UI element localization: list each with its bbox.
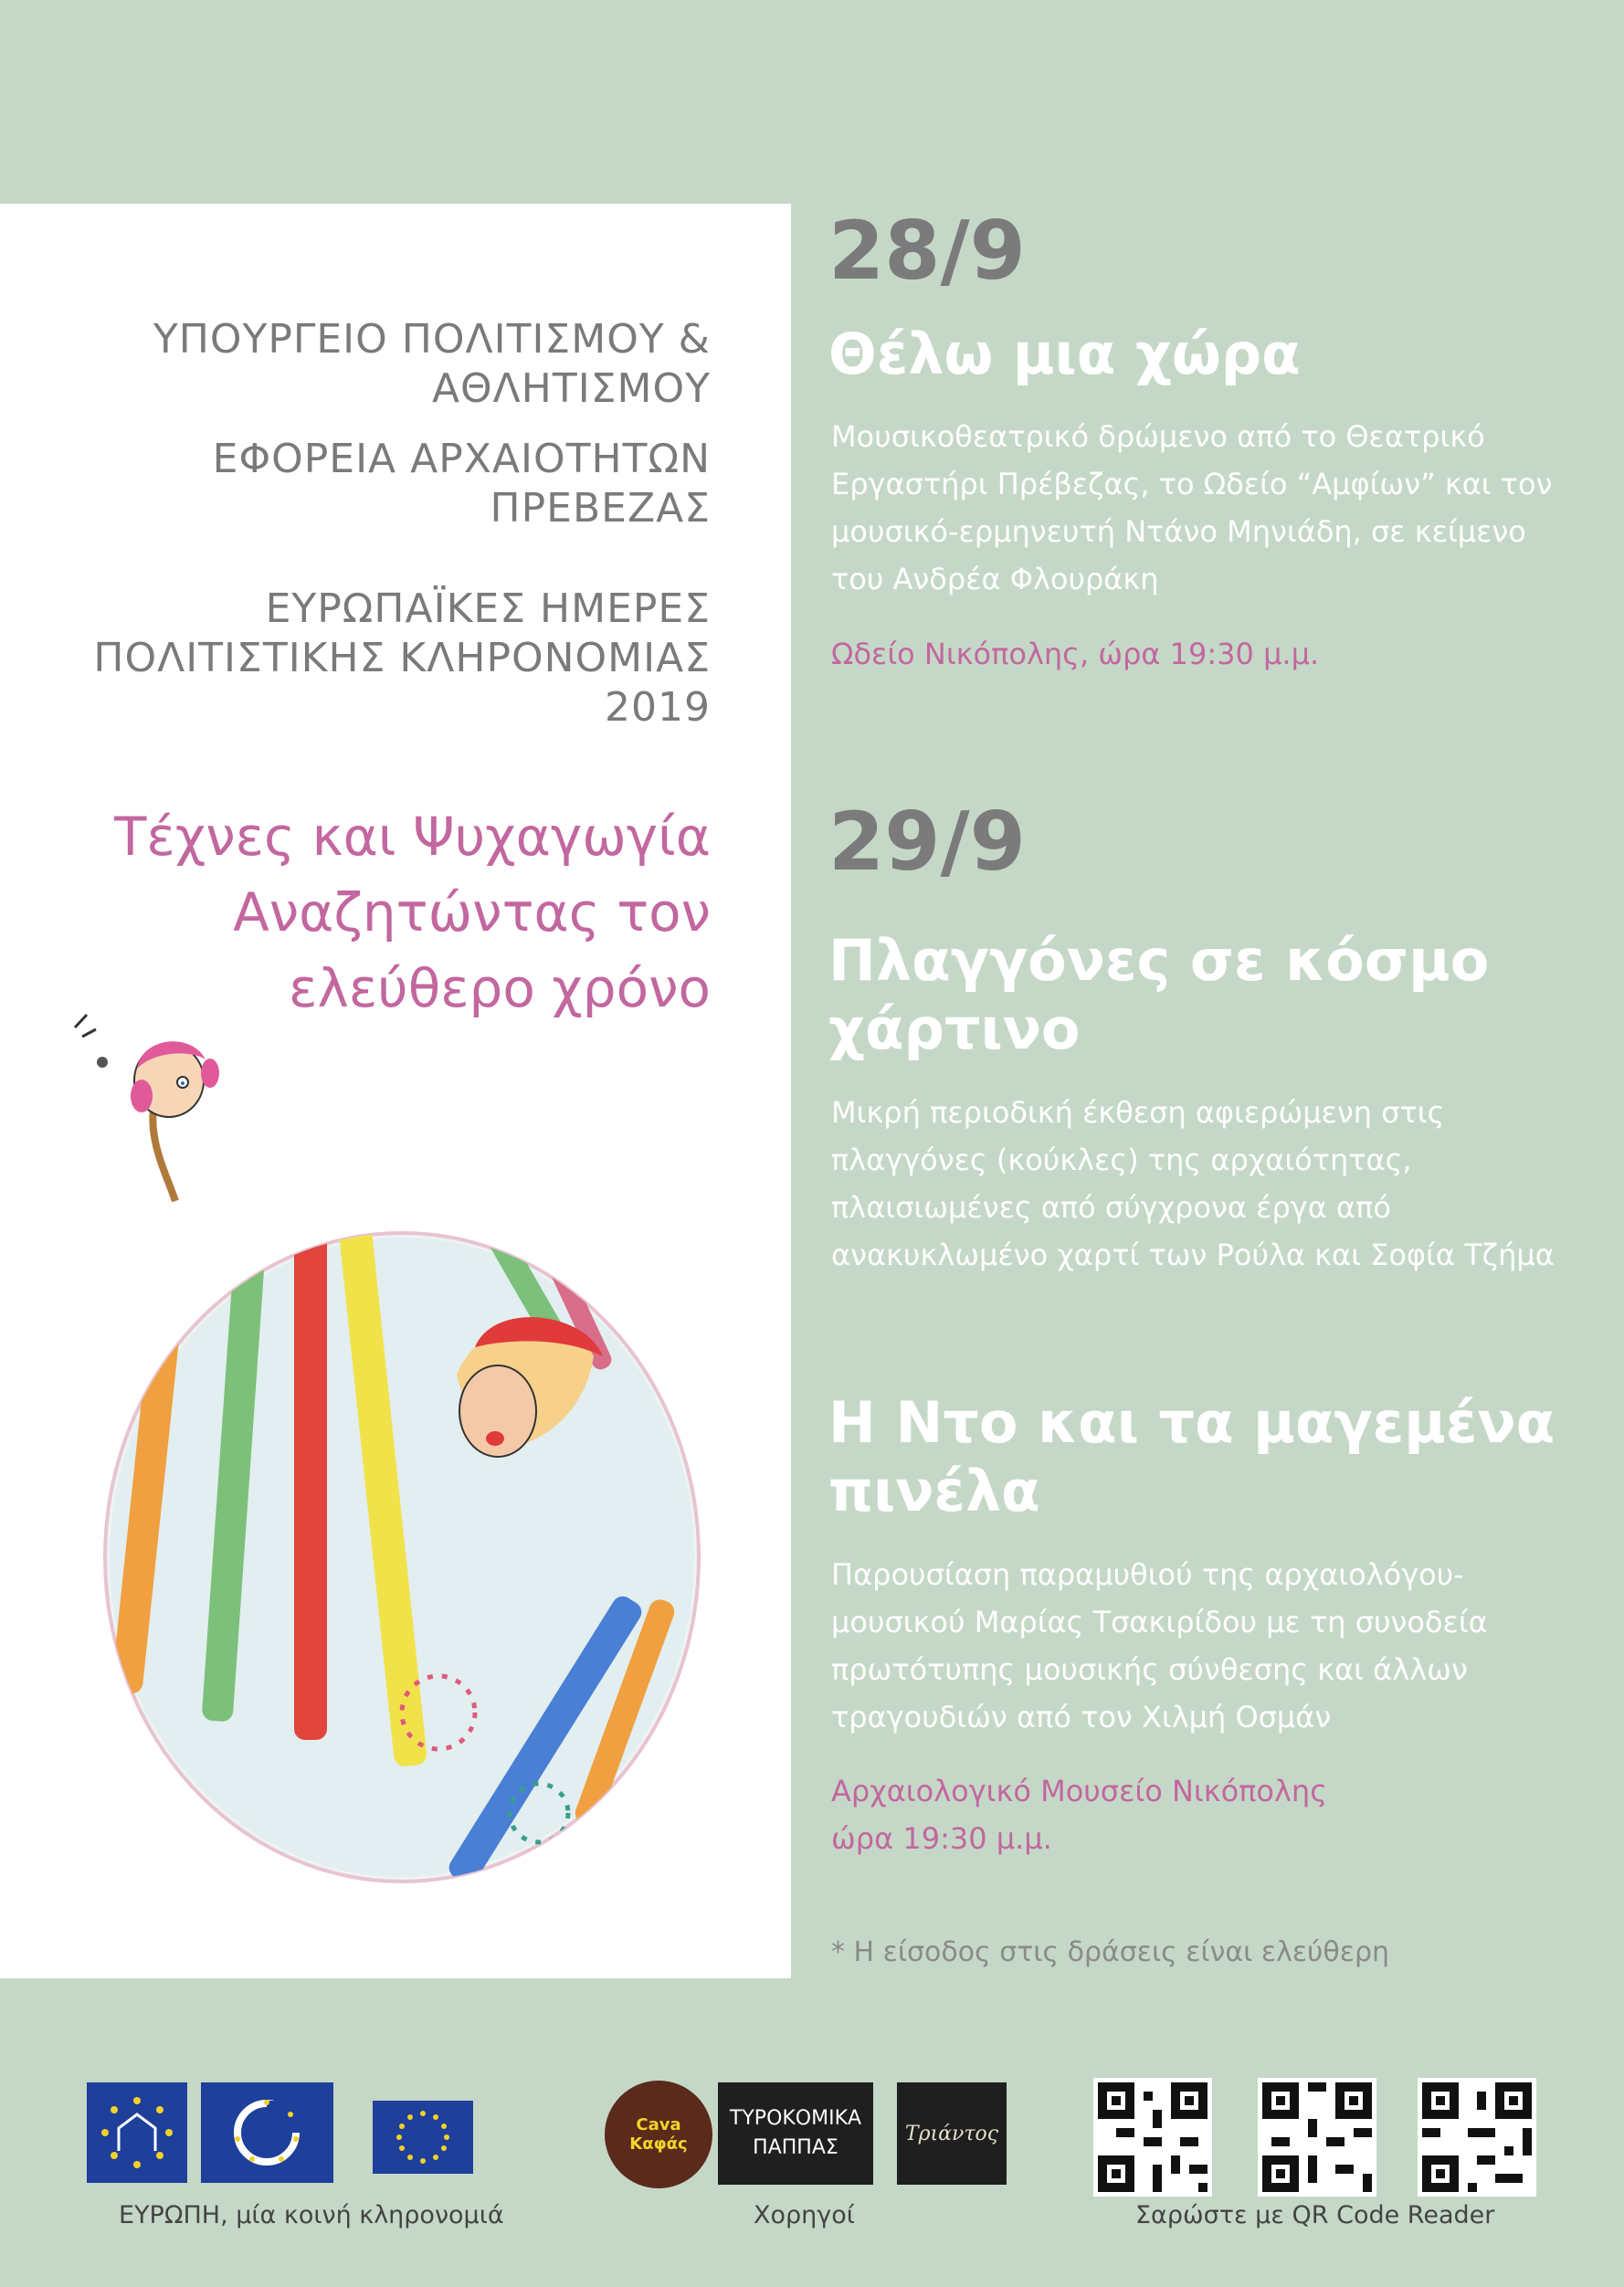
theme-title: Τέχνες και Ψυχαγωγία Αναζητώντας τον ελεύθερο χρόνο [113,806,711,1019]
qr-code[interactable] [1093,2078,1212,2197]
sponsor-triantos-logo: Τριάντος [897,2082,1007,2185]
sponsor-tyrokomika-logo: ΤΥΡΟΚΟΜΙΚΑ ΠΑΠΠΑΣ [718,2082,873,2185]
event-place-day1: Ωδείο Νικόπολης, ώρα 19:30 μ.μ. [831,637,1320,671]
date-day2: 29/9 [828,795,1026,889]
qr-code[interactable] [1418,2078,1536,2197]
ministry-name: ΥΠΟΥΡΓΕΙΟ ΠΟΛΙΤΙΣΜΟΥ & ΑΘΛΗΤΙΣΜΟΥ [153,316,711,412]
event-description-day2-2: Παρουσίαση παραμυθιού της αρχαιολόγου-μουσικού Μαρίας Τσακιρίδου με τη συνοδεία πρωτότυπης μουσικής σύνθεσης και άλλων τραγουδιών από τον Χιλμή Οσμάν [831,1557,1488,1734]
paintbrush-illustration [55,1009,749,1895]
europe-caption: ΕΥΡΩΠΗ, μία κοινή κληρονομιά [119,2201,504,2229]
free-entry-note: * Η είσοδος στις δράσεις είναι ελεύθερη [831,1936,1390,1968]
date-day1: 28/9 [828,204,1026,298]
eu-heritage-logo [87,2082,187,2183]
event-title-day1: Θέλω μια χώρα [828,321,1301,387]
event-description-day1: Μουσικοθεατρικό δρώμενο από το Θεατρικό Εργαστήρι Πρέβεζας, το Ωδείο “Αμφίων” και τον μουσικό-ερμηνευτή Ντάνο Μηνιάδη, σε κείμενο του Ανδρέα Φλουράκη [831,419,1553,596]
qr-caption: Σαρώστε με QR Code Reader [1135,2201,1495,2229]
event-title-day2-1: Πλαγγόνες σε κόσμο χάρτινο [828,927,1490,1062]
sponsors-caption: Χορηγοί [754,2201,855,2229]
girl-character [75,1015,219,1201]
sponsor-cava-logo: Cava Καφάς [605,2081,712,2188]
qr-code[interactable] [1258,2078,1376,2197]
ephorate-name: ΕΦΟΡΕΙΑ ΑΡΧΑΙΟΤΗΤΩΝ ΠΡΕΒΕΖΑΣ [212,436,711,532]
event-description-day2-1: Μικρή περιοδική έκθεση αφιερώμενη στις πλαγγόνες (κούκλες) της αρχαιότητας, πλαισιωμένες από σύγχρονα έργα από ανακυκλωμένο χαρτί των Ρούλα και Σοφία Τζήμα [831,1095,1555,1272]
heritage-days: ΕΥΡΩΠΑΪΚΕΣ ΗΜΕΡΕΣ ΠΟΛΙΤΙΣΤΙΚΗΣ ΚΛΗΡΟΝΟΜΙΑΣ 2019 [93,585,711,731]
event-place-day2-2: Αρχαιολογικό Μουσείο Νικόπολης ώρα 19:30 μ.μ. [831,1774,1327,1856]
eu-flag-logo [373,2101,473,2174]
council-of-europe-logo [201,2082,333,2183]
event-title-day2-2: Η Ντο και τα μαγεμένα πινέλα [828,1389,1555,1524]
